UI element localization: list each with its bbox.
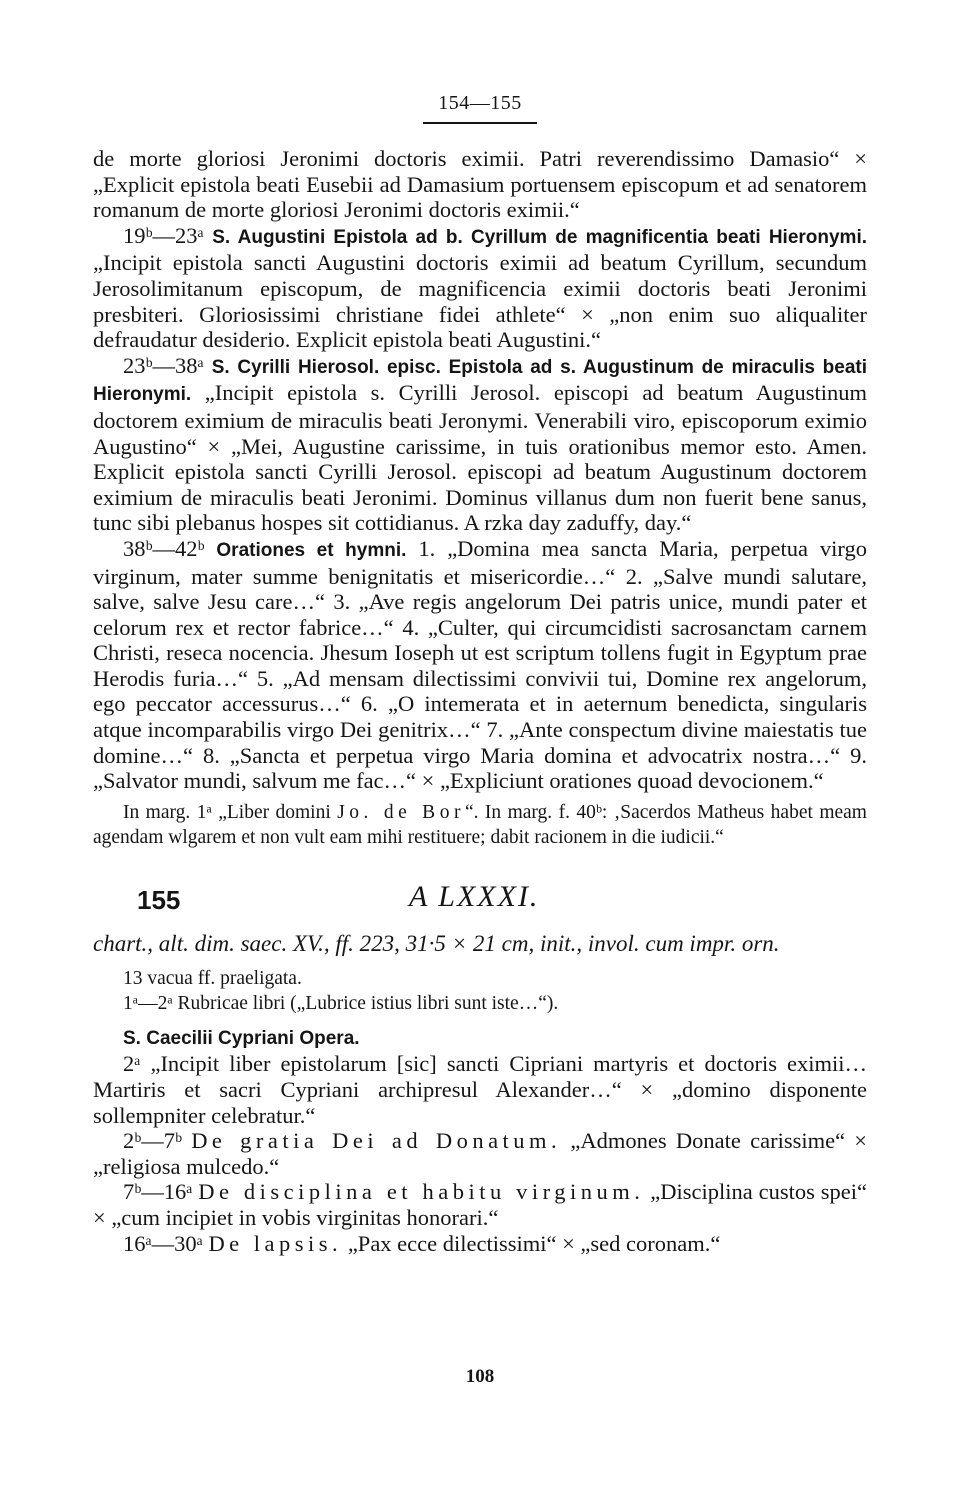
folio-range: 38ᵇ—42ᵇ: [123, 535, 205, 561]
note-text-c: “. In marg. f. 40ᵇ: ‚Sacerdos Matheus habet meam agendam wlgarem et non vult eam mihi restituere; dabit racionem in die iudicii.“: [93, 801, 867, 848]
entry-text: 1. „Domina mea sancta Maria, perpetua virgo virginum, mater summe benignitatis et misericordie…“ 2. „Salve mundi salutare, salve, salve Jesu care…“ 3. „Ave regis angelorum Dei patris unice, mundi pater et celorum rex et rector fabrice…“ 4. „Culter, qui circumcidisti sacrosanctam carnem Christi, reseca nocencia. Jhesum Ioseph ut est scriptum tollens fugit in Egyptum prae Herodis furia…“ 5. „Ad mensam dilectissimi convivii tui, Domine rex angelorum, ego peccator accessurus…“ 6. „O intemerata et in aeternum benedicta, singularis atque incomparabilis virgo Dei genitrix…“ 7. „Ante conspectum divine maiestatis tue domine…“ 8. „Sancta et perpetua virgo Maria domina et advocatrix nostra…“ 9. „Salvator mundi, salvum me fac…“ × „Expliciunt orationes quoad devocionem.“: [93, 535, 868, 794]
note-text-a: In marg. 1ᵃ „Liber domini: [123, 801, 338, 823]
entry-text: „Disciplina custos spei“ × „cum incipiet in vobis virginitas honorari.“: [93, 1179, 867, 1230]
entry-text: „Incipit epistola sancti Augustini doctoris eximii ad beatum Cyrillum, secundum Jerosolimitanum episcopum, de magnificencia eximii doctoris beati Jeronimi presbiteri. Gloriosissimi christiane fidei athlete“ × „non enim suo aliqualiter defraudatur desiderio. Explicit epistola beati Augustini.“: [93, 250, 867, 353]
folio-range: 16ᵃ—30ᵃ: [123, 1230, 203, 1256]
section-title: S. Caecilii Cypriani Opera.: [123, 1027, 360, 1049]
folio-range: 7ᵇ—16ᵃ: [123, 1179, 193, 1205]
entry-orationes: [93, 536, 867, 794]
entry-augustini: [93, 223, 867, 353]
entry-de-disciplina: [93, 1179, 867, 1230]
running-head: 154—155: [438, 92, 522, 114]
page-body: [93, 146, 867, 1256]
section-heading: [93, 1024, 867, 1052]
work-title: De disciplina et habitu virginum.: [198, 1179, 645, 1205]
header-rule: [423, 122, 537, 124]
folio-range: 2ᵇ—7ᵇ: [123, 1128, 182, 1154]
marginal-note: [93, 800, 867, 850]
shelf-signature: A LXXXI.: [409, 879, 540, 913]
paragraph-continuation: de morte gloriosi Jeronimi doctoris eximii. Patri reverendissimo Damasio“ × „Explicit epistola beati Eusebii ad Damasium portuensem episcopum et ad senatorem romanum de morte gloriosi Jeronimi doctoris eximii.“: [93, 146, 867, 223]
section-title: S. Augustini Epistola ad b. Cyrillum de magnificentia beati Hieronymi.: [212, 226, 868, 248]
section-title: S. Cyrilli Hierosol. episc. Epistola ad s. Augustinum de miraculis beati Hieronymi.: [93, 356, 868, 406]
work-title: De gratia Dei ad Donatum.: [191, 1128, 562, 1154]
entry-cyrilli: [93, 353, 867, 536]
physical-description: chart., alt. dim. saec. XV., ff. 223, 31·5 × 21 cm, init., invol. cum impr. orn.: [93, 930, 780, 956]
page-number: 108: [465, 1366, 495, 1387]
entry-text: „Pax ecce dilectissimi“ × „sed coronam.“: [342, 1230, 721, 1256]
entry-epistolae: 2ᵃ „Incipit liber epistolarum [sic] sancti Cipriani martyris et doctoris eximii… Martiris et sacri Cypriani archipresul Alexander…“ × „domino disponente sollempniter celebratur.“: [93, 1051, 867, 1128]
entry-number: 155: [137, 884, 181, 915]
folio-range: 23ᵇ—38ᵃ: [123, 352, 204, 378]
entry-header: [93, 880, 867, 924]
entry-text: „Admones Donate carissime“ × „religiosa mulcedo.“: [93, 1128, 867, 1179]
line-vacua: 13 vacua ff. praeligata.: [123, 967, 302, 989]
folio-range: 19ᵇ—23ᵃ: [123, 222, 204, 248]
line-rubricae: 1ᵃ—2ᵃ Rubricae libri („Lubrice istius libri sunt iste…“).: [123, 992, 559, 1014]
section-title: Orationes et hymni.: [216, 539, 407, 561]
entry-de-lapsis: [93, 1231, 867, 1257]
entry-text: „Incipit epistola s. Cyrilli Jerosol. episcopi ad beatum Augustinum doctorem eximium de miraculis beati Jeronymi. Venerabili viro, episcoporum eximio Augustino“ × „Mei, Augustine carissime, in tuis orationibus memor esto. Amen. Explicit epistola sancti Cyrilli Jerosol. episcopi ad beatum Augustinum doctorem eximium de miraculis beati Jeronimi. Dominus villanus dum non fuerit bene sanus, tunc sibi plebanus hospes sit cottidianus. A rzka day zaduffy, day.“: [93, 380, 868, 536]
note-owner-name: Jo. de Bor: [337, 801, 465, 823]
entry-de-gratia: [93, 1128, 867, 1179]
work-title: De lapsis.: [208, 1230, 343, 1256]
